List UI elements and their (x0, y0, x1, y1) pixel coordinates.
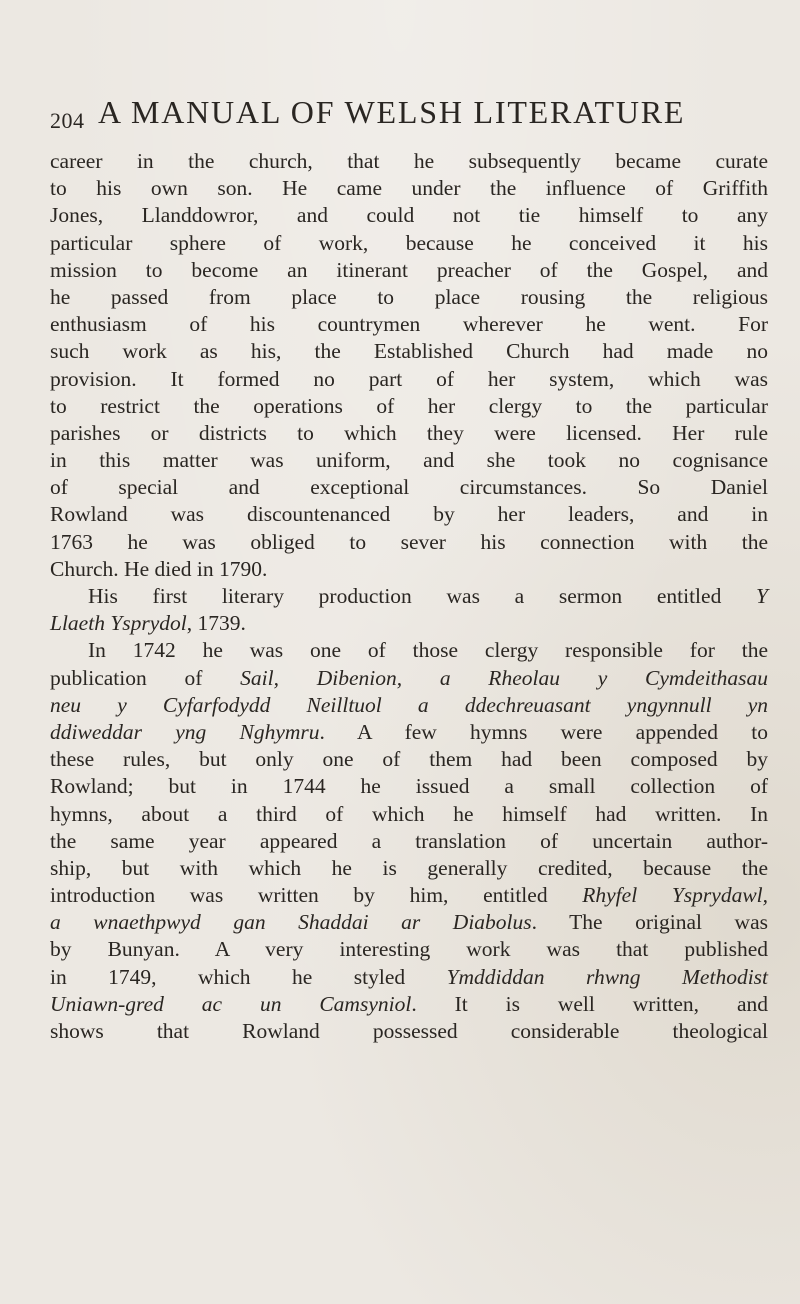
italic-text: a wnaethpwyd gan Shaddai ar Diabolus (50, 910, 532, 935)
text-segment: ship, but with which he is generally credited, because the (50, 855, 768, 880)
text-segment: career in the church, that he subsequently became curate (50, 149, 768, 173)
text-segment: . It is well written, and (411, 991, 768, 1016)
text-segment: parishes or districts to which they were licensed. Her rule (50, 420, 768, 445)
text-segment: in 1749, which he styled (50, 964, 447, 989)
text-segment: 1763 he was obliged to sever his connection with the (50, 529, 768, 554)
text-line (50, 828, 768, 855)
text-line (50, 529, 768, 556)
text-line (50, 855, 768, 882)
text-segment: . A few hymns were appended to (319, 719, 768, 744)
text-segment: Church. He died in 1790. (50, 556, 268, 581)
text-line (50, 610, 768, 637)
text-segment: by Bunyan. A very interesting work was that published (50, 937, 768, 962)
text-segment: of special and exceptional circumstances. So Daniel (50, 475, 768, 500)
body-text (50, 148, 768, 1045)
text-line (50, 773, 768, 800)
text-line (50, 556, 768, 583)
text-line (50, 909, 768, 936)
text-line (50, 637, 768, 664)
running-head: A MANUAL OF WELSH LITERATURE (98, 94, 686, 130)
text-line (50, 665, 768, 692)
text-line (50, 447, 768, 474)
page-number: 204 (50, 108, 85, 133)
text-segment: Rowland; but in 1744 he issued a small collection of (50, 774, 768, 799)
text-line (50, 501, 768, 528)
text-line (50, 202, 768, 229)
text-segment: . The original was (531, 910, 768, 935)
text-line (50, 882, 768, 909)
text-segment: Rowland was discountenanced by her leaders, and in (50, 502, 768, 527)
italic-text: Ymddiddan rhwng Methodist (446, 964, 769, 989)
text-line (50, 175, 768, 202)
text-segment: the same year appeared a translation of uncertain author- (50, 828, 768, 853)
text-line (50, 1018, 768, 1045)
italic-text: neu y Cyfarfodydd Neilltuol a ddechreuasant yngynnull yn (50, 692, 768, 717)
text-segment: , 1739. (186, 611, 246, 636)
text-line (50, 230, 768, 257)
text-segment: shows that Rowland possessed considerable theological (50, 1019, 768, 1043)
text-line (50, 991, 768, 1018)
text-segment: he passed from place to place rousing the religious (50, 284, 768, 309)
text-segment: to restrict the operations of her clergy to the particular (50, 393, 768, 418)
text-segment: hymns, about a third of which he himself had written. In (50, 801, 768, 826)
text-line (50, 393, 768, 420)
text-line (50, 311, 768, 338)
page-header (50, 94, 770, 134)
text-line (50, 936, 768, 963)
text-segment: In 1742 he was one of those clergy responsible for the (88, 638, 768, 663)
text-line (50, 583, 768, 610)
text-segment: introduction was written by him, entitled (50, 883, 583, 908)
text-segment: enthusiasm of his countrymen wherever he went. For (50, 312, 768, 337)
italic-text: Llaeth Ysprydol (50, 611, 187, 636)
text-segment: provision. It formed no part of her system, which was (50, 366, 768, 391)
text-line (50, 284, 768, 311)
text-segment: such work as his, the Established Church had made no (50, 339, 768, 364)
text-segment: publication of (50, 665, 241, 690)
italic-text: Rhyfel Ysprydawl, (582, 883, 769, 908)
text-line (50, 148, 768, 175)
text-segment: Jones, Llanddowror, and could not tie himself to any (50, 203, 768, 228)
text-segment: mission to become an itinerant preacher of the Gospel, and (50, 257, 768, 282)
text-line (50, 719, 768, 746)
text-line (50, 964, 768, 991)
text-segment: these rules, but only one of them had been composed by (50, 747, 768, 772)
text-line (50, 801, 768, 828)
italic-text: ddiweddar yng Nghymru (50, 719, 320, 744)
text-segment: to his own son. He came under the influence of Griffith (50, 176, 768, 201)
italic-text: Uniawn-gred ac un Camsyniol (50, 991, 412, 1016)
text-line (50, 692, 768, 719)
text-line (50, 746, 768, 773)
italic-text: Sail, Dibenion, a Rheolau y Cymdeithasau (240, 665, 769, 690)
text-line (50, 366, 768, 393)
text-line (50, 474, 768, 501)
text-line (50, 257, 768, 284)
text-line (50, 420, 768, 447)
text-line (50, 338, 768, 365)
italic-text: Y (756, 584, 768, 608)
text-segment: particular sphere of work, because he conceived it his (50, 230, 768, 255)
text-segment: His first literary production was a sermon entitled (88, 584, 757, 608)
text-segment: in this matter was uniform, and she took no cognisance (50, 448, 768, 473)
